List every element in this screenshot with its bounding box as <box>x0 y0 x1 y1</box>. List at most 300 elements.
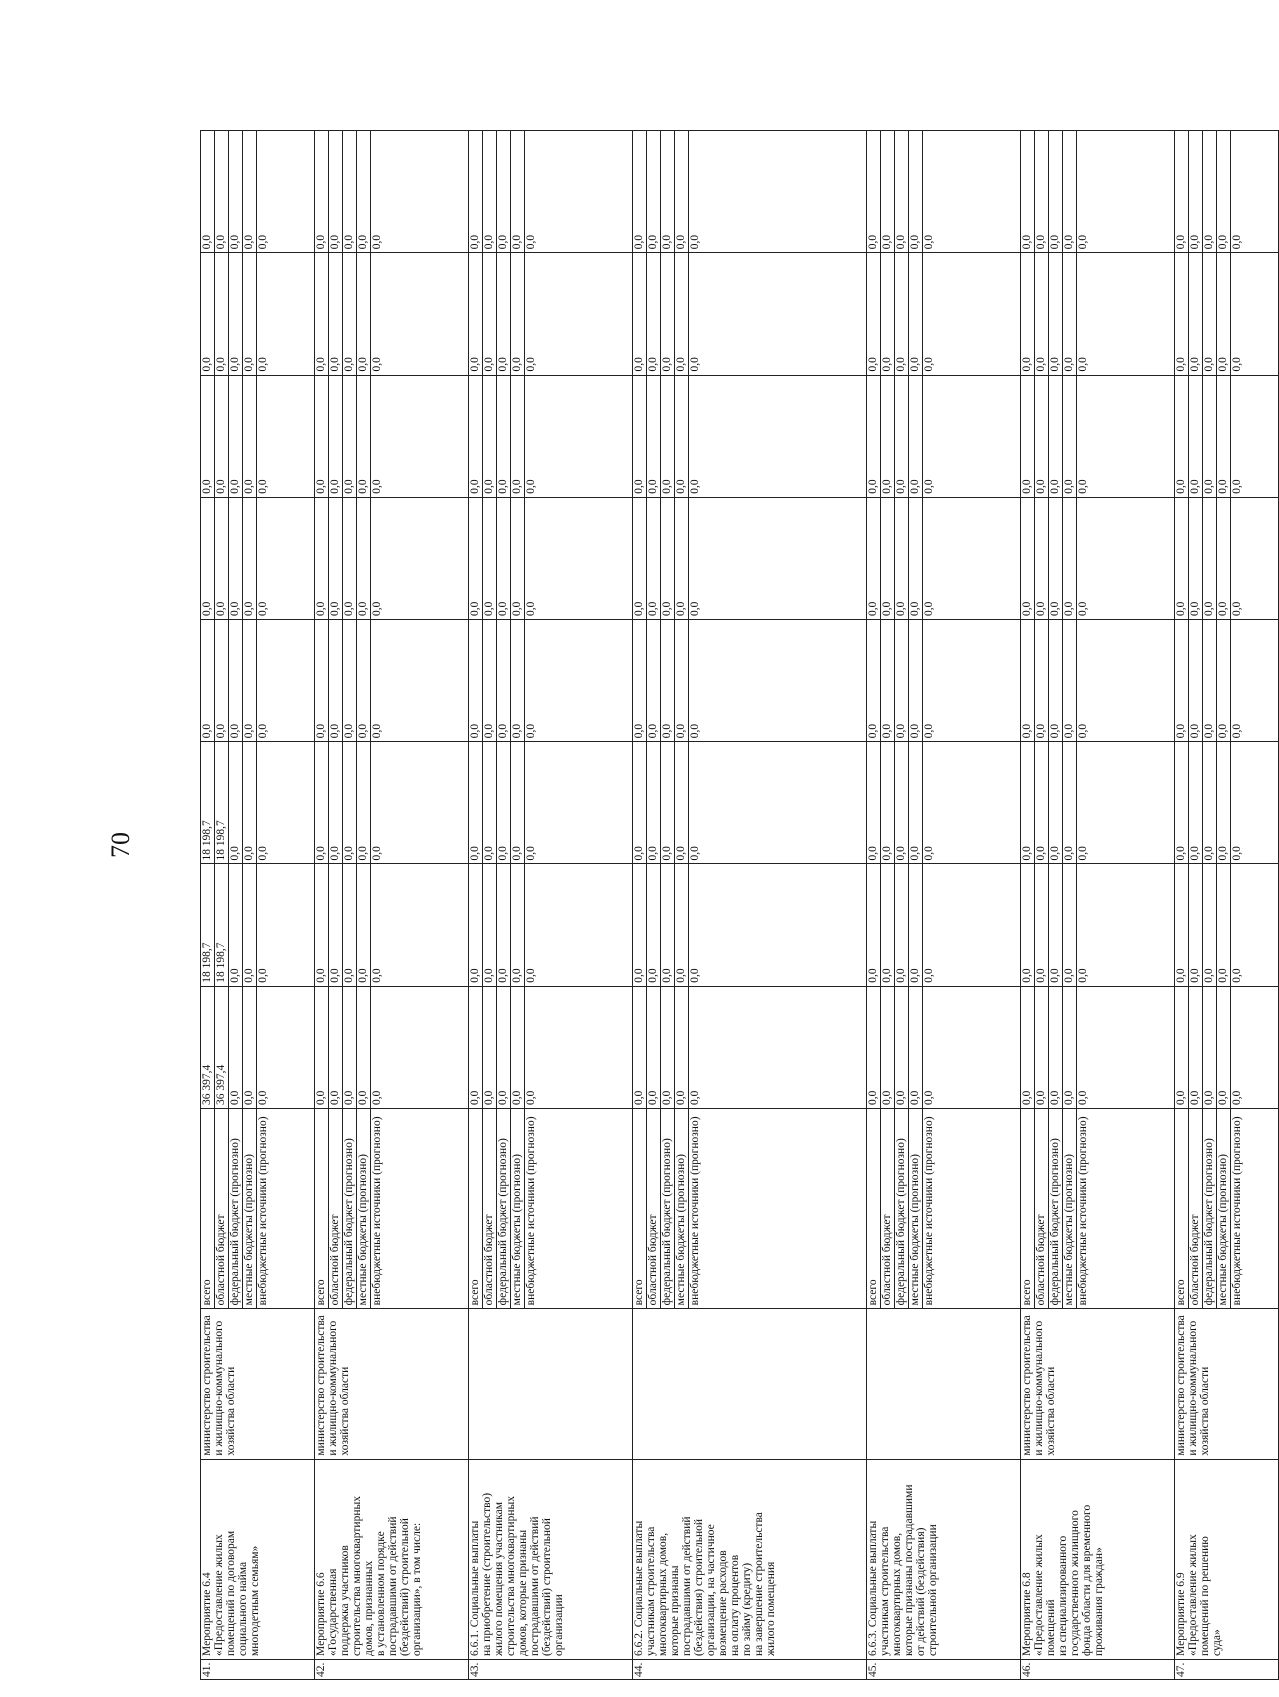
amount-cell: 0,0 <box>1175 742 1189 864</box>
amount-cell: 0,0 <box>867 497 881 619</box>
amount-cell: 0,0 <box>633 497 647 619</box>
amount-cell: 0,0 <box>1035 620 1049 742</box>
table-row <box>867 131 881 1680</box>
amount-cell: 0,0 <box>647 375 661 497</box>
amount-cell: 0,0 <box>511 375 525 497</box>
funding-source: внебюджетные источники (прогнозно) <box>525 1108 633 1308</box>
amount-cell: 0,0 <box>689 253 867 375</box>
amount-cell: 0,0 <box>371 742 469 864</box>
amount-cell: 0,0 <box>1217 131 1231 253</box>
amount-cell: 0,0 <box>1217 864 1231 986</box>
amount-cell: 0,0 <box>1049 986 1063 1108</box>
amount-cell: 0,0 <box>1035 864 1049 986</box>
amount-cell: 0,0 <box>923 375 1021 497</box>
amount-cell: 0,0 <box>923 742 1021 864</box>
amount-cell: 0,0 <box>675 253 689 375</box>
amount-cell: 0,0 <box>315 864 329 986</box>
amount-cell: 0,0 <box>895 864 909 986</box>
amount-cell: 0,0 <box>1231 620 1279 742</box>
amount-cell: 0,0 <box>909 131 923 253</box>
amount-cell: 0,0 <box>867 742 881 864</box>
executor: министерство строительства и жилищно-коммунального хозяйства области <box>315 1309 469 1459</box>
funding-source: всего <box>633 1108 647 1308</box>
amount-cell: 0,0 <box>511 497 525 619</box>
amount-cell: 0,0 <box>525 986 633 1108</box>
amount-cell: 0,0 <box>1203 986 1217 1108</box>
amount-cell: 18 198,7 <box>215 864 229 986</box>
amount-cell: 0,0 <box>1217 742 1231 864</box>
amount-cell: 0,0 <box>525 497 633 619</box>
amount-cell: 0,0 <box>229 375 243 497</box>
amount-cell: 0,0 <box>1175 131 1189 253</box>
amount-cell: 0,0 <box>1231 986 1279 1108</box>
executor <box>469 1309 633 1459</box>
amount-cell: 0,0 <box>1021 620 1035 742</box>
amount-cell: 0,0 <box>923 497 1021 619</box>
amount-cell: 0,0 <box>497 375 511 497</box>
amount-cell: 0,0 <box>469 620 483 742</box>
amount-cell: 0,0 <box>525 742 633 864</box>
amount-cell: 0,0 <box>1203 131 1217 253</box>
amount-cell: 0,0 <box>243 620 257 742</box>
amount-cell: 0,0 <box>525 253 633 375</box>
amount-cell: 0,0 <box>329 131 343 253</box>
amount-cell: 0,0 <box>469 497 483 619</box>
amount-cell: 0,0 <box>647 131 661 253</box>
amount-cell: 0,0 <box>647 253 661 375</box>
amount-cell: 0,0 <box>1175 375 1189 497</box>
amount-cell: 0,0 <box>923 620 1021 742</box>
table-row <box>633 131 647 1680</box>
amount-cell: 0,0 <box>371 375 469 497</box>
amount-cell: 0,0 <box>675 375 689 497</box>
amount-cell: 0,0 <box>1189 864 1203 986</box>
amount-cell: 0,0 <box>243 986 257 1108</box>
amount-cell: 0,0 <box>483 497 497 619</box>
table-row <box>469 131 483 1680</box>
rotated-table-wrapper <box>200 130 1243 1680</box>
activity-name: 6.6.1. Социальные выплаты на приобретение (строительство) жилого помещения участникам строительства многоквартирных домов, которые признаны пострадавшими от действий (бездействий) строительной организации <box>469 1459 633 1659</box>
amount-cell: 0,0 <box>1049 620 1063 742</box>
amount-cell: 0,0 <box>1203 620 1217 742</box>
amount-cell: 0,0 <box>201 620 215 742</box>
amount-cell: 0,0 <box>1217 497 1231 619</box>
amount-cell: 0,0 <box>909 986 923 1108</box>
table-row <box>1021 131 1035 1680</box>
amount-cell: 0,0 <box>689 864 867 986</box>
amount-cell: 0,0 <box>497 986 511 1108</box>
amount-cell: 0,0 <box>689 986 867 1108</box>
amount-cell: 0,0 <box>1189 742 1203 864</box>
amount-cell: 0,0 <box>315 986 329 1108</box>
activity-name: Мероприятие 6.4 «Предоставление жилых помещений по договорам социального найма многодетным семьям» <box>201 1459 315 1659</box>
amount-cell: 0,0 <box>1021 497 1035 619</box>
executor <box>633 1309 867 1459</box>
amount-cell: 36 397,4 <box>201 986 215 1108</box>
amount-cell: 0,0 <box>1035 253 1049 375</box>
amount-cell: 0,0 <box>895 620 909 742</box>
funding-source: местные бюджеты (прогнозно) <box>357 1108 371 1308</box>
amount-cell: 0,0 <box>343 253 357 375</box>
amount-cell: 0,0 <box>483 131 497 253</box>
funding-source: областной бюджет <box>1035 1108 1049 1308</box>
amount-cell: 0,0 <box>229 864 243 986</box>
amount-cell: 0,0 <box>1035 986 1049 1108</box>
amount-cell: 0,0 <box>1189 986 1203 1108</box>
row-number: 44. <box>633 1659 867 1679</box>
amount-cell: 0,0 <box>1189 253 1203 375</box>
activity-name: 6.6.3. Социальные выплаты участникам строительства многоквартирных домов, которые признаны пострадавшими от действий (бездействия) строительной организации <box>867 1459 1021 1659</box>
amount-cell: 0,0 <box>257 742 315 864</box>
funding-source: федеральный бюджет (прогнозно) <box>895 1108 909 1308</box>
amount-cell: 0,0 <box>483 864 497 986</box>
amount-cell: 0,0 <box>1063 864 1077 986</box>
amount-cell: 0,0 <box>329 620 343 742</box>
amount-cell: 0,0 <box>633 375 647 497</box>
amount-cell: 0,0 <box>909 864 923 986</box>
amount-cell: 0,0 <box>497 253 511 375</box>
amount-cell: 0,0 <box>1035 131 1049 253</box>
funding-source: всего <box>315 1108 329 1308</box>
amount-cell: 0,0 <box>229 131 243 253</box>
amount-cell: 0,0 <box>315 742 329 864</box>
amount-cell: 0,0 <box>315 131 329 253</box>
amount-cell: 0,0 <box>1175 497 1189 619</box>
amount-cell: 0,0 <box>633 742 647 864</box>
amount-cell: 0,0 <box>675 742 689 864</box>
amount-cell: 0,0 <box>1189 131 1203 253</box>
funding-source: федеральный бюджет (прогнозно) <box>661 1108 675 1308</box>
funding-source: всего <box>867 1108 881 1308</box>
amount-cell: 0,0 <box>1063 620 1077 742</box>
amount-cell: 0,0 <box>1021 375 1035 497</box>
amount-cell: 0,0 <box>909 742 923 864</box>
amount-cell: 0,0 <box>483 253 497 375</box>
amount-cell: 0,0 <box>1077 253 1175 375</box>
amount-cell: 0,0 <box>1063 131 1077 253</box>
amount-cell: 0,0 <box>1175 986 1189 1108</box>
amount-cell: 0,0 <box>357 742 371 864</box>
amount-cell: 0,0 <box>1203 497 1217 619</box>
funding-source: внебюджетные источники (прогнозно) <box>371 1108 469 1308</box>
amount-cell: 0,0 <box>525 375 633 497</box>
amount-cell: 0,0 <box>1077 375 1175 497</box>
executor <box>867 1309 1021 1459</box>
amount-cell: 0,0 <box>215 620 229 742</box>
table-row <box>315 131 329 1680</box>
amount-cell: 0,0 <box>881 253 895 375</box>
amount-cell: 0,0 <box>1077 131 1175 253</box>
amount-cell: 0,0 <box>243 375 257 497</box>
amount-cell: 0,0 <box>647 620 661 742</box>
amount-cell: 0,0 <box>469 742 483 864</box>
amount-cell: 0,0 <box>357 986 371 1108</box>
amount-cell: 0,0 <box>1189 620 1203 742</box>
amount-cell: 0,0 <box>923 864 1021 986</box>
amount-cell: 0,0 <box>647 986 661 1108</box>
funding-source: внебюджетные источники (прогнозно) <box>689 1108 867 1308</box>
amount-cell: 0,0 <box>895 375 909 497</box>
amount-cell: 0,0 <box>1035 375 1049 497</box>
amount-cell: 0,0 <box>343 131 357 253</box>
amount-cell: 0,0 <box>371 131 469 253</box>
amount-cell: 0,0 <box>633 131 647 253</box>
amount-cell: 0,0 <box>1077 864 1175 986</box>
amount-cell: 0,0 <box>661 253 675 375</box>
funding-source: всего <box>201 1108 215 1308</box>
amount-cell: 0,0 <box>1231 864 1279 986</box>
amount-cell: 0,0 <box>371 864 469 986</box>
amount-cell: 0,0 <box>1049 864 1063 986</box>
amount-cell: 0,0 <box>257 986 315 1108</box>
amount-cell: 0,0 <box>525 131 633 253</box>
amount-cell: 0,0 <box>343 620 357 742</box>
amount-cell: 0,0 <box>661 375 675 497</box>
amount-cell: 0,0 <box>315 253 329 375</box>
funding-source: местные бюджеты (прогнозно) <box>675 1108 689 1308</box>
amount-cell: 0,0 <box>371 986 469 1108</box>
amount-cell: 0,0 <box>1077 620 1175 742</box>
amount-cell: 0,0 <box>881 620 895 742</box>
amount-cell: 0,0 <box>1063 375 1077 497</box>
executor: министерство строительства и жилищно-коммунального хозяйства области <box>201 1309 315 1459</box>
amount-cell: 0,0 <box>315 375 329 497</box>
amount-cell: 0,0 <box>525 864 633 986</box>
amount-cell: 0,0 <box>909 253 923 375</box>
amount-cell: 0,0 <box>1217 375 1231 497</box>
funding-source: областной бюджет <box>483 1108 497 1308</box>
amount-cell: 0,0 <box>215 375 229 497</box>
amount-cell: 0,0 <box>867 620 881 742</box>
amount-cell: 0,0 <box>257 375 315 497</box>
amount-cell: 0,0 <box>881 864 895 986</box>
amount-cell: 0,0 <box>315 497 329 619</box>
amount-cell: 0,0 <box>497 497 511 619</box>
amount-cell: 0,0 <box>895 986 909 1108</box>
amount-cell: 0,0 <box>1021 986 1035 1108</box>
funding-source: федеральный бюджет (прогнозно) <box>229 1108 243 1308</box>
amount-cell: 0,0 <box>923 131 1021 253</box>
amount-cell: 0,0 <box>483 986 497 1108</box>
amount-cell: 0,0 <box>661 986 675 1108</box>
amount-cell: 0,0 <box>1049 742 1063 864</box>
amount-cell: 0,0 <box>633 986 647 1108</box>
row-number: 43. <box>469 1659 633 1679</box>
funding-source: внебюджетные источники (прогнозно) <box>257 1108 315 1308</box>
amount-cell: 0,0 <box>215 253 229 375</box>
amount-cell: 0,0 <box>469 986 483 1108</box>
amount-cell: 0,0 <box>357 864 371 986</box>
amount-cell: 0,0 <box>1077 986 1175 1108</box>
amount-cell: 0,0 <box>1035 742 1049 864</box>
amount-cell: 0,0 <box>257 253 315 375</box>
funding-source: федеральный бюджет (прогнозно) <box>343 1108 357 1308</box>
amount-cell: 0,0 <box>1175 253 1189 375</box>
amount-cell: 0,0 <box>675 864 689 986</box>
amount-cell: 0,0 <box>343 986 357 1108</box>
row-number: 47. <box>1175 1659 1279 1679</box>
amount-cell: 0,0 <box>675 986 689 1108</box>
amount-cell: 0,0 <box>923 253 1021 375</box>
funding-source: всего <box>1021 1108 1035 1308</box>
amount-cell: 0,0 <box>661 497 675 619</box>
amount-cell: 0,0 <box>469 253 483 375</box>
budget-table <box>200 130 1279 1680</box>
amount-cell: 0,0 <box>1189 497 1203 619</box>
amount-cell: 0,0 <box>243 253 257 375</box>
amount-cell: 0,0 <box>1021 864 1035 986</box>
amount-cell: 0,0 <box>483 742 497 864</box>
amount-cell: 0,0 <box>647 497 661 619</box>
amount-cell: 0,0 <box>511 864 525 986</box>
funding-source: областной бюджет <box>1189 1108 1203 1308</box>
amount-cell: 0,0 <box>1231 742 1279 864</box>
funding-source: местные бюджеты (прогнозно) <box>511 1108 525 1308</box>
amount-cell: 0,0 <box>1175 864 1189 986</box>
amount-cell: 0,0 <box>329 864 343 986</box>
amount-cell: 0,0 <box>497 131 511 253</box>
amount-cell: 0,0 <box>909 620 923 742</box>
amount-cell: 0,0 <box>257 131 315 253</box>
amount-cell: 0,0 <box>867 375 881 497</box>
amount-cell: 0,0 <box>357 620 371 742</box>
amount-cell: 0,0 <box>1231 253 1279 375</box>
amount-cell: 0,0 <box>1217 620 1231 742</box>
amount-cell: 0,0 <box>689 131 867 253</box>
funding-source: внебюджетные источники (прогнозно) <box>1231 1108 1279 1308</box>
activity-name: 6.6.2. Социальные выплаты участникам строительства многоквартирных домов, которые признаны пострадавшими от действий (бездействия) строительной организации, на частичное возмещение расходов на оплату процентов по займу (кредиту) на завершение строительства жилого помещения <box>633 1459 867 1659</box>
amount-cell: 0,0 <box>675 131 689 253</box>
amount-cell: 0,0 <box>483 620 497 742</box>
funding-source: местные бюджеты (прогнозно) <box>1063 1108 1077 1308</box>
amount-cell: 0,0 <box>1063 986 1077 1108</box>
amount-cell: 0,0 <box>329 742 343 864</box>
amount-cell: 0,0 <box>229 497 243 619</box>
amount-cell: 0,0 <box>895 253 909 375</box>
funding-source: областной бюджет <box>647 1108 661 1308</box>
row-number: 41. <box>201 1659 315 1679</box>
funding-source: федеральный бюджет (прогнозно) <box>1049 1108 1063 1308</box>
amount-cell: 0,0 <box>1231 131 1279 253</box>
amount-cell: 0,0 <box>483 375 497 497</box>
funding-source: внебюджетные источники (прогнозно) <box>923 1108 1021 1308</box>
amount-cell: 0,0 <box>497 620 511 742</box>
amount-cell: 0,0 <box>243 864 257 986</box>
amount-cell: 0,0 <box>1203 375 1217 497</box>
funding-source: федеральный бюджет (прогнозно) <box>497 1108 511 1308</box>
amount-cell: 0,0 <box>201 131 215 253</box>
amount-cell: 0,0 <box>511 986 525 1108</box>
funding-source: всего <box>1175 1108 1189 1308</box>
amount-cell: 0,0 <box>689 742 867 864</box>
amount-cell: 0,0 <box>329 497 343 619</box>
amount-cell: 0,0 <box>1077 742 1175 864</box>
amount-cell: 0,0 <box>1049 131 1063 253</box>
amount-cell: 0,0 <box>689 620 867 742</box>
amount-cell: 0,0 <box>357 497 371 619</box>
table-row <box>1175 131 1189 1680</box>
amount-cell: 0,0 <box>647 742 661 864</box>
amount-cell: 0,0 <box>243 131 257 253</box>
amount-cell: 0,0 <box>511 131 525 253</box>
amount-cell: 0,0 <box>1021 253 1035 375</box>
amount-cell: 0,0 <box>357 131 371 253</box>
amount-cell: 0,0 <box>511 253 525 375</box>
amount-cell: 0,0 <box>661 620 675 742</box>
amount-cell: 0,0 <box>201 253 215 375</box>
amount-cell: 0,0 <box>201 497 215 619</box>
amount-cell: 0,0 <box>215 497 229 619</box>
amount-cell: 0,0 <box>511 620 525 742</box>
table-body <box>201 131 1279 1680</box>
table-row <box>201 131 215 1680</box>
amount-cell: 0,0 <box>895 131 909 253</box>
amount-cell: 18 198,7 <box>201 864 215 986</box>
amount-cell: 0,0 <box>1203 253 1217 375</box>
amount-cell: 0,0 <box>881 986 895 1108</box>
amount-cell: 0,0 <box>1021 131 1035 253</box>
amount-cell: 0,0 <box>329 986 343 1108</box>
amount-cell: 18 198,7 <box>215 742 229 864</box>
amount-cell: 0,0 <box>661 131 675 253</box>
amount-cell: 0,0 <box>867 986 881 1108</box>
funding-source: местные бюджеты (прогнозно) <box>243 1108 257 1308</box>
amount-cell: 0,0 <box>909 497 923 619</box>
amount-cell: 0,0 <box>357 375 371 497</box>
amount-cell: 0,0 <box>371 497 469 619</box>
executor: министерство строительства и жилищно-коммунального хозяйства области <box>1021 1309 1175 1459</box>
funding-source: областной бюджет <box>881 1108 895 1308</box>
amount-cell: 0,0 <box>867 253 881 375</box>
amount-cell: 0,0 <box>1035 497 1049 619</box>
executor: министерство строительства и жилищно-коммунального хозяйства области <box>1175 1309 1279 1459</box>
row-number: 42. <box>315 1659 469 1679</box>
amount-cell: 0,0 <box>371 253 469 375</box>
funding-source: областной бюджет <box>215 1108 229 1308</box>
amount-cell: 0,0 <box>511 742 525 864</box>
amount-cell: 0,0 <box>1217 986 1231 1108</box>
amount-cell: 0,0 <box>229 253 243 375</box>
amount-cell: 0,0 <box>689 375 867 497</box>
amount-cell: 0,0 <box>257 864 315 986</box>
amount-cell: 0,0 <box>201 375 215 497</box>
amount-cell: 0,0 <box>343 864 357 986</box>
amount-cell: 0,0 <box>525 620 633 742</box>
amount-cell: 0,0 <box>1189 375 1203 497</box>
amount-cell: 0,0 <box>675 497 689 619</box>
amount-cell: 0,0 <box>1049 497 1063 619</box>
activity-name: Мероприятие 6.8 «Предоставление жилых помещений из специализированного государственного жилищного фонда области для временного проживания граждан» <box>1021 1459 1175 1659</box>
amount-cell: 18 198,7 <box>201 742 215 864</box>
amount-cell: 0,0 <box>895 742 909 864</box>
amount-cell: 0,0 <box>1063 742 1077 864</box>
amount-cell: 0,0 <box>229 742 243 864</box>
amount-cell: 0,0 <box>633 253 647 375</box>
amount-cell: 0,0 <box>867 131 881 253</box>
amount-cell: 0,0 <box>675 620 689 742</box>
funding-source: местные бюджеты (прогнозно) <box>1217 1108 1231 1308</box>
amount-cell: 0,0 <box>689 497 867 619</box>
amount-cell: 0,0 <box>497 742 511 864</box>
amount-cell: 0,0 <box>661 742 675 864</box>
funding-source: всего <box>469 1108 483 1308</box>
amount-cell: 0,0 <box>1231 375 1279 497</box>
amount-cell: 0,0 <box>881 497 895 619</box>
amount-cell: 0,0 <box>357 253 371 375</box>
amount-cell: 0,0 <box>243 742 257 864</box>
amount-cell: 0,0 <box>469 375 483 497</box>
amount-cell: 0,0 <box>315 620 329 742</box>
